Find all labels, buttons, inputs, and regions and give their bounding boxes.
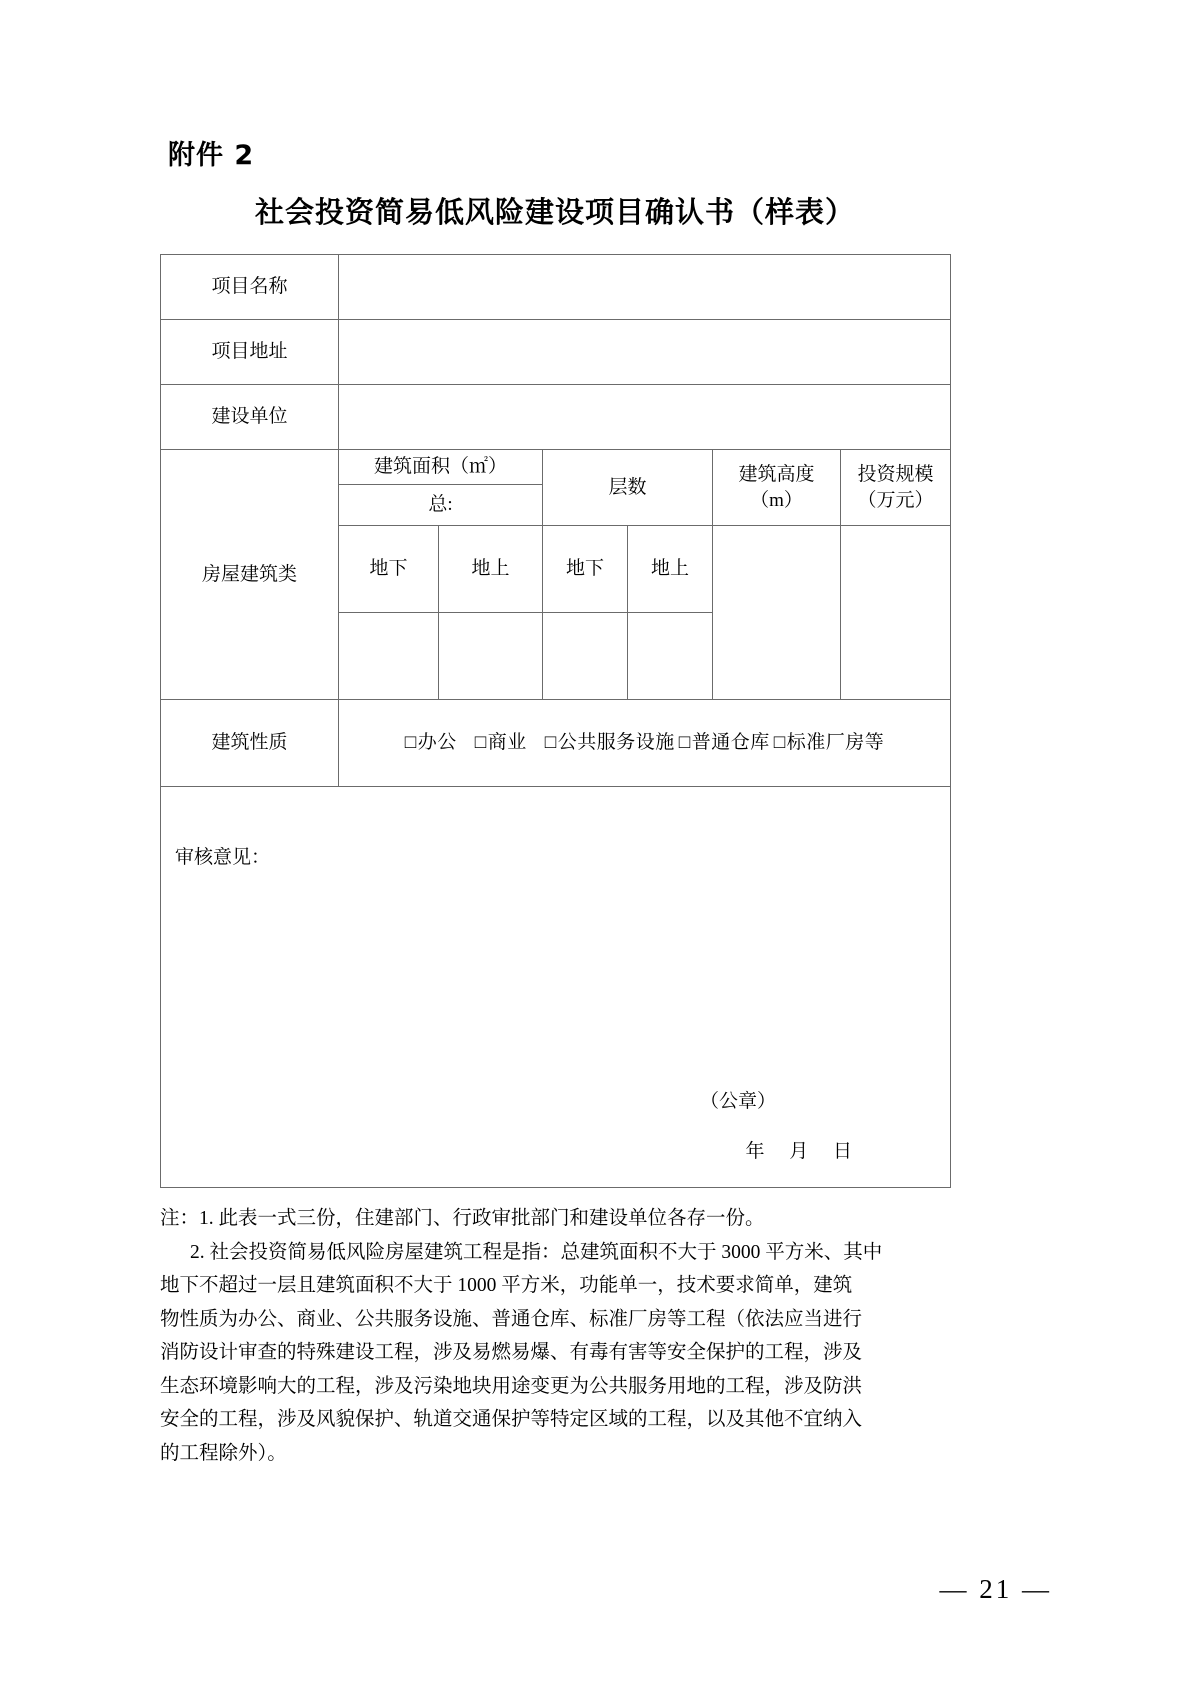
document-content: [160, 140, 950, 1470]
checkbox-option-warehouse[interactable]: [679, 730, 770, 756]
label-project-address: 项目地址: [161, 320, 339, 385]
table-row: [161, 450, 951, 485]
label-construction-unit: 建设单位: [161, 385, 339, 450]
note-line-3: 地下不超过一层且建筑面积不大于 1000 平方米，功能单一，技术要求简单，建筑: [160, 1275, 853, 1297]
review-opinion-cell[interactable]: [161, 787, 951, 1188]
header-investment-scale-line1: 投资规模: [857, 463, 934, 485]
subheader-floors-aboveground: 地上: [628, 526, 713, 613]
checkbox-option-commercial[interactable]: [475, 730, 527, 756]
checkbox-option-public-service[interactable]: [545, 730, 675, 756]
table-row: [161, 787, 951, 1188]
confirmation-form-table: [160, 254, 951, 1188]
header-floor-area: 建筑面积（㎡）: [339, 450, 543, 485]
checkbox-option-label: 公共服务设施: [557, 732, 675, 754]
table-row: [161, 255, 951, 320]
field-project-address-value[interactable]: [339, 320, 951, 385]
field-construction-unit-value[interactable]: [339, 385, 951, 450]
note-line-4: 物性质为办公、商业、公共服务设施、普通仓库、标准厂房等工程（依法应当进行: [160, 1308, 863, 1330]
checkbox-icon[interactable]: □: [404, 732, 417, 754]
checkbox-option-office[interactable]: [405, 730, 457, 756]
checkbox-option-label: 商业: [487, 732, 527, 754]
note-line-8: 的工程除外）。: [160, 1442, 287, 1464]
official-seal-placeholder: （公章）: [699, 1091, 776, 1113]
header-building-height: [713, 450, 841, 526]
header-building-height-line2: （m）: [750, 489, 803, 511]
checkbox-option-label: 普通仓库: [691, 732, 770, 754]
label-review-opinion: 审核意见：: [175, 847, 271, 869]
note-line-6: 生态环境影响大的工程，涉及污染地块用途变更为公共服务用地的工程，涉及防洪: [160, 1375, 863, 1397]
subheader-area-aboveground: 地上: [439, 526, 543, 613]
checkbox-icon[interactable]: □: [544, 732, 557, 754]
header-investment-scale: [841, 450, 951, 526]
table-row: [161, 320, 951, 385]
checkbox-icon[interactable]: □: [474, 732, 487, 754]
checkbox-icon[interactable]: □: [678, 732, 691, 754]
header-investment-scale-line2: （万元）: [857, 489, 934, 511]
field-project-name-value[interactable]: [339, 255, 951, 320]
field-floors-aboveground-value[interactable]: [628, 613, 713, 700]
notes-section: [160, 1202, 950, 1470]
note-line-2: 2. 社会投资简易低风险房屋建筑工程是指：总建筑面积不大于 3000 平方米、其中: [190, 1241, 883, 1263]
date-line: 年 月 日: [745, 1141, 862, 1163]
page-number: — 21 —: [939, 1574, 1052, 1604]
field-floor-area-total[interactable]: 总:: [339, 485, 543, 526]
table-row: [161, 700, 951, 787]
label-building-category: 房屋建筑类: [161, 450, 339, 700]
subheader-area-underground: 地下: [339, 526, 439, 613]
checkbox-option-label: 标准厂房等: [786, 732, 885, 754]
subheader-floors-underground: 地下: [543, 526, 628, 613]
attachment-label: 附件 2: [168, 140, 255, 171]
note-line-1: 注：1. 此表一式三份，住建部门、行政审批部门和建设单位各存一份。: [160, 1208, 765, 1230]
building-nature-options: [339, 700, 951, 787]
field-area-aboveground-value[interactable]: [439, 613, 543, 700]
field-area-underground-value[interactable]: [339, 613, 439, 700]
table-row: [161, 385, 951, 450]
note-line-5: 消防设计审查的特殊建设工程，涉及易燃易爆、有毒有害等安全保护的工程，涉及: [160, 1342, 863, 1364]
checkbox-option-standard-factory[interactable]: [774, 730, 885, 756]
field-investment-scale-value[interactable]: [841, 526, 951, 700]
note-line-7: 安全的工程，涉及风貌保护、轨道交通保护等特定区域的工程，以及其他不宜纳入: [160, 1409, 863, 1431]
header-floors: 层数: [543, 450, 713, 526]
field-building-height-value[interactable]: [713, 526, 841, 700]
label-building-nature: 建筑性质: [161, 700, 339, 787]
checkbox-option-label: 办公: [417, 732, 457, 754]
label-project-name: 项目名称: [161, 255, 339, 320]
header-building-height-line1: 建筑高度: [738, 463, 815, 485]
field-floors-underground-value[interactable]: [543, 613, 628, 700]
page-title: 社会投资简易低风险建设项目确认书（样表）: [254, 195, 855, 230]
checkbox-icon[interactable]: □: [773, 732, 786, 754]
